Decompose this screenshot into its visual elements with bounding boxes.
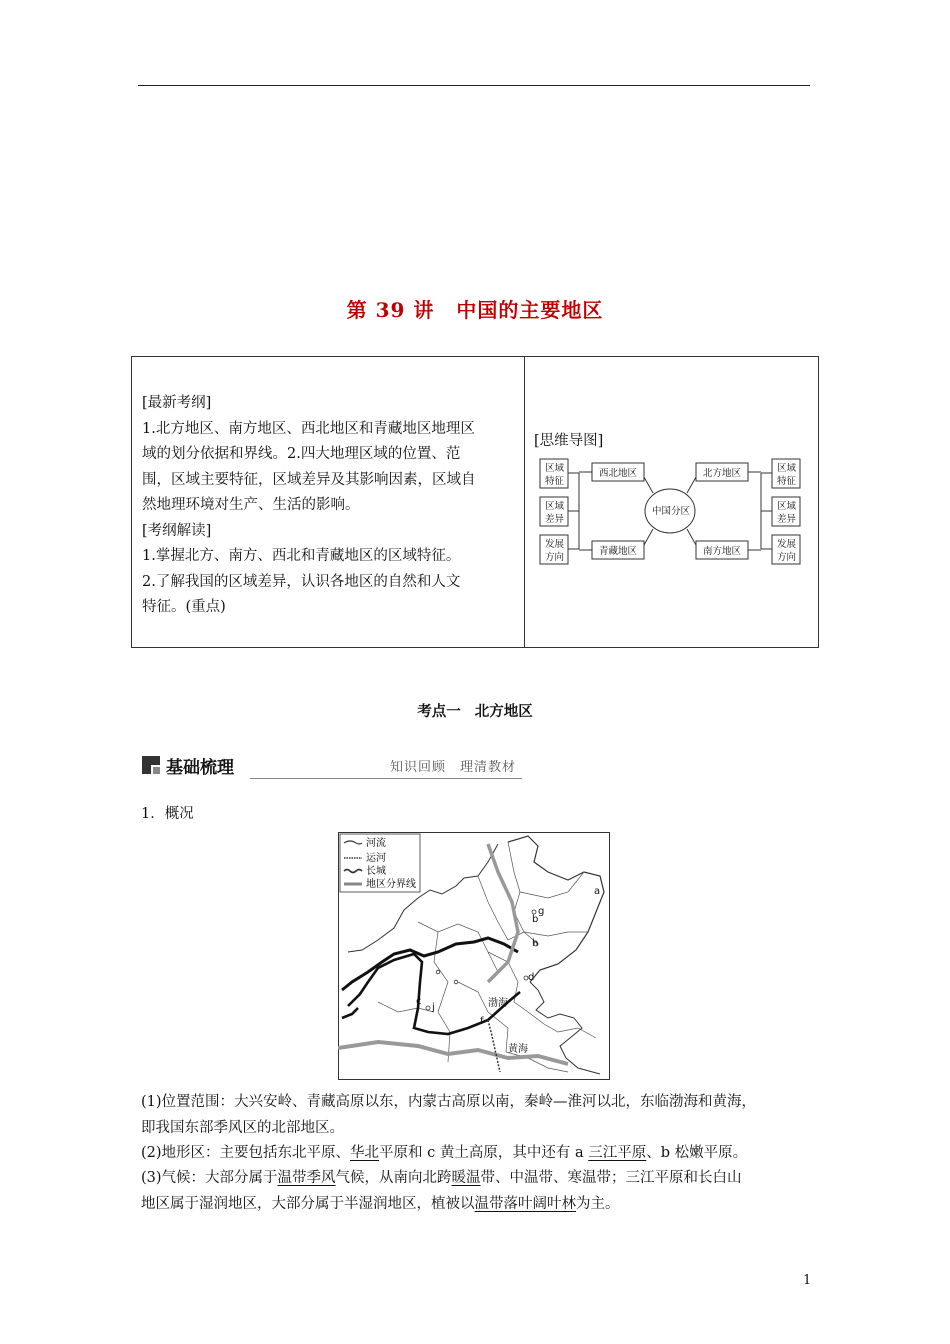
answer-underline: 温带季风 <box>277 1170 336 1186</box>
map-legend <box>340 834 420 892</box>
text: 为主。 <box>576 1195 620 1212</box>
page-number: 1 <box>803 1273 812 1288</box>
syllabus-line: 特征。(重点) <box>142 599 226 615</box>
heading-point: 考点一 <box>417 703 461 720</box>
answer-underline: 华北 <box>350 1145 380 1161</box>
syllabus-line: 域的划分依据和界线。2.四大地理区域的位置、范 <box>142 446 461 462</box>
paragraph-location <box>141 1090 821 1141</box>
text: (3)气候：大部分属于 <box>141 1170 278 1186</box>
map-label-huanghai: 黄海 <box>508 1044 528 1055</box>
title-lecture-number: 第 39 讲 <box>346 298 435 322</box>
heading-topic: 北方地区 <box>474 703 533 720</box>
syllabus-line: 2.了解我国的区域差异，认识各地区的自然和人文 <box>142 573 461 590</box>
mindmap-text: 方向 <box>545 552 565 563</box>
map-label-h: h <box>532 938 539 949</box>
mindmap-label: [思维导图] <box>534 433 604 449</box>
map-label-f: f <box>480 1016 484 1027</box>
text: 带、中温带、寒温带；三江平原和长白山 <box>480 1170 742 1186</box>
mindmap-text: 中国分区 <box>652 506 691 517</box>
map-label-b: b <box>532 914 539 925</box>
item-heading: 1．概况 <box>141 806 194 822</box>
mindmap-text: 特征 <box>777 476 797 487</box>
header-rule <box>138 85 810 86</box>
section-bar <box>142 752 522 782</box>
paragraph-line: 即我国东部季风区的北部地区。 <box>141 1119 344 1136</box>
legend-river: 河流 <box>366 838 386 849</box>
syllabus-line: 1.北方地区、南方地区、西北地区和青藏地区地理区 <box>142 420 475 437</box>
mindmap-text: 特征 <box>545 476 565 487</box>
syllabus-line: 围，区域主要特征，区域差异及其影响因素，区域自 <box>142 471 476 488</box>
mindmap-diagram <box>539 455 801 567</box>
mindmap-text: 发展 <box>545 539 565 550</box>
section-subtitle: 知识回顾 理清教材 <box>390 760 517 775</box>
text: 平原和 c 黄土高原，其中还有 a <box>379 1145 589 1161</box>
paragraph-line: (1)位置范围：大兴安岭、青藏高原以东，内蒙古高原以南，秦岭—淮河以北，东临渤海和黄海， <box>141 1094 757 1110</box>
mindmap-text: 北方地区 <box>703 468 742 479</box>
mindmap-text: 区域 <box>777 463 797 474</box>
paragraph-climate <box>141 1166 821 1217</box>
text: 、b 松嫩平原。 <box>646 1145 748 1161</box>
mindmap-text: 方向 <box>777 552 797 563</box>
mindmap-text: 青藏地区 <box>599 546 638 557</box>
mindmap-text: 发展 <box>777 539 797 550</box>
map-label-g: g <box>538 906 545 917</box>
answer-underline: 三江平原 <box>588 1145 647 1161</box>
syllabus-line: 然地理环境对生产、生活的影响。 <box>142 497 360 513</box>
syllabus-line: [考纲解读] <box>142 522 212 539</box>
mindmap-text: 差异 <box>777 514 797 525</box>
map-label-bohai: 渤海 <box>488 998 508 1009</box>
title-topic: 中国的主要地区 <box>456 298 604 322</box>
table-divider <box>524 357 525 647</box>
syllabus-table <box>131 356 819 648</box>
map-label-d: d <box>528 972 535 983</box>
mindmap-text: 区域 <box>777 501 797 512</box>
page-title <box>0 294 950 323</box>
map-label-a: a <box>594 886 601 897</box>
map-label-j: j <box>432 1002 435 1013</box>
paragraph-terrain <box>141 1141 821 1167</box>
legend-wall: 长城 <box>366 866 386 877</box>
section-underline <box>250 778 522 779</box>
answer-underline: 温带落叶阔叶林 <box>474 1195 576 1212</box>
map-label-c: c <box>416 996 422 1007</box>
syllabus-text <box>142 391 520 621</box>
syllabus-line: [最新考纲] <box>142 395 212 411</box>
answer-underline: 暖温 <box>451 1170 481 1186</box>
mindmap-text: 区域 <box>545 501 565 512</box>
text: 地区属于湿润地区，大部分属于半湿润地区，植被以 <box>141 1195 475 1212</box>
mindmap-text: 差异 <box>545 514 565 525</box>
mindmap-text: 区域 <box>545 463 565 474</box>
text: 气候，从南向北跨 <box>335 1170 452 1186</box>
legend-canal: 运河 <box>366 853 386 864</box>
section-square-icon <box>142 756 160 774</box>
syllabus-line: 1.掌握北方、南方、西北和青藏地区的区域特征。 <box>142 548 461 564</box>
section-heading <box>0 700 950 721</box>
mindmap-text: 西北地区 <box>599 468 638 479</box>
legend-boundary: 地区分界线 <box>366 879 416 890</box>
north-region-map <box>338 832 610 1080</box>
text: (2)地形区：主要包括东北平原、 <box>141 1145 351 1161</box>
mindmap-text: 南方地区 <box>703 546 742 557</box>
section-label: 基础梳理 <box>166 758 234 778</box>
